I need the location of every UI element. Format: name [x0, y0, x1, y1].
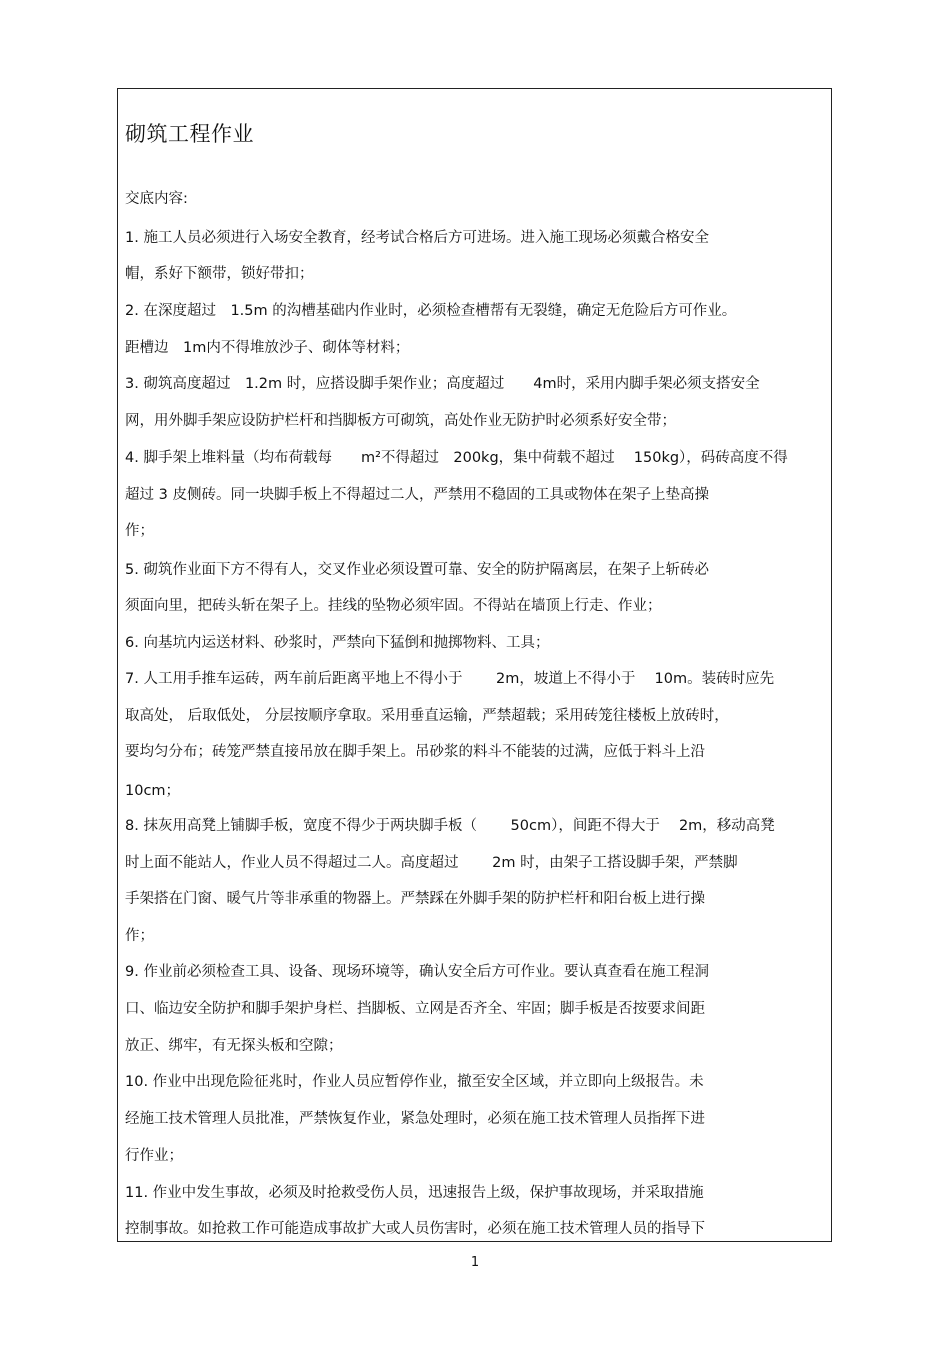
text-line: 要均匀分布；砖笼严禁直接吊放在脚手架上。吊砂浆的料斗不能装的过满，应低于料斗上沿: [125, 744, 705, 760]
document-frame: [117, 88, 832, 1242]
text-line: 时上面不能站人，作业人员不得超过二人。高度超过 2m 时，由架子工搭设脚手架，严禁脚: [125, 855, 738, 871]
text-line: 10. 作业中出现危险征兆时，作业人员应暂停作业，撤至安全区域，并立即向上级报告。未: [125, 1074, 704, 1090]
text-line: 须面向里，把砖头斩在架子上。挂线的坠物必须牢固。不得站在墙顶上行走、作业；: [125, 598, 662, 614]
page-title: 砌筑工程作业: [125, 122, 254, 146]
text-line: 口、临边安全防护和脚手架护身栏、挡脚板、立网是否齐全、牢固；脚手板是否按要求间距: [125, 1001, 705, 1017]
text-line: 11. 作业中发生事故，必须及时抢救受伤人员，迅速报告上级，保护事故现场，并采取措施: [125, 1185, 704, 1201]
text-line: 6. 向基坑内运送材料、砂浆时，严禁向下猛倒和抛掷物料、工具；: [125, 635, 550, 651]
page-number: 1: [470, 1255, 480, 1270]
text-line: 2. 在深度超过 1.5m 的沟槽基础内作业时，必须检查槽帮有无裂缝，确定无危险后方可作业。: [125, 303, 737, 319]
text-line: 控制事故。如抢救工作可能造成事故扩大或人员伤害时，必须在施工技术管理人员的指导下: [125, 1221, 705, 1237]
text-line: 帽，系好下额带，锁好带扣；: [125, 266, 314, 282]
text-line: 超过 3 皮侧砖。同一块脚手板上不得超过二人，严禁用不稳固的工具或物体在架子上垫高操: [125, 487, 709, 503]
text-line: 放正、绑牢，有无探头板和空隙；: [125, 1038, 343, 1054]
text-line: 9. 作业前必须检查工具、设备、现场环境等，确认安全后方可作业。要认真查看在施工程洞: [125, 964, 709, 980]
text-line: 取高处， 后取低处， 分层按顺序拿取。采用垂直运输，严禁超载；采用砖笼往楼板上放砖时，: [125, 708, 729, 724]
text-line: 作；: [125, 523, 154, 539]
text-line: 8. 抹灰用高凳上铺脚手板，宽度不得少于两块脚手板（ 50cm），间距不得大于 2m，移动高凳: [125, 818, 775, 834]
section-heading: 交底内容:: [125, 191, 188, 207]
text-line: 行作业；: [125, 1148, 183, 1164]
text-line: 4. 脚手架上堆料量（均布荷载每 m²不得超过 200kg，集中荷载不超过 150kg），码砖高度不得: [125, 450, 788, 466]
text-line: 经施工技术管理人员批准，严禁恢复作业，紧急处理时，必须在施工技术管理人员指挥下进: [125, 1111, 705, 1127]
text-line: 网，用外脚手架应设防护栏杆和挡脚板方可砌筑，高处作业无防护时必须系好安全带；: [125, 413, 676, 429]
text-line: 1. 施工人员必须进行入场安全教育，经考试合格后方可进场。进入施工现场必须戴合格安全: [125, 230, 709, 246]
text-line: 作；: [125, 928, 154, 944]
text-line: 距槽边 1m内不得堆放沙子、砌体等材料；: [125, 340, 410, 356]
text-line: 5. 砌筑作业面下方不得有人，交叉作业必须设置可靠、安全的防护隔离层，在架子上斩砖必: [125, 562, 709, 578]
text-line: 10cm；: [125, 783, 181, 799]
text-line: 手架搭在门窗、暖气片等非承重的物器上。严禁踩在外脚手架的防护栏杆和阳台板上进行操: [125, 891, 705, 907]
text-line: 3. 砌筑高度超过 1.2m 时，应搭设脚手架作业；高度超过 4m时，采用内脚手架必须支搭安全: [125, 376, 760, 392]
text-line: 7. 人工用手推车运砖，两车前后距离平地上不得小于 2m，坡道上不得小于 10m。装砖时应先: [125, 671, 775, 687]
